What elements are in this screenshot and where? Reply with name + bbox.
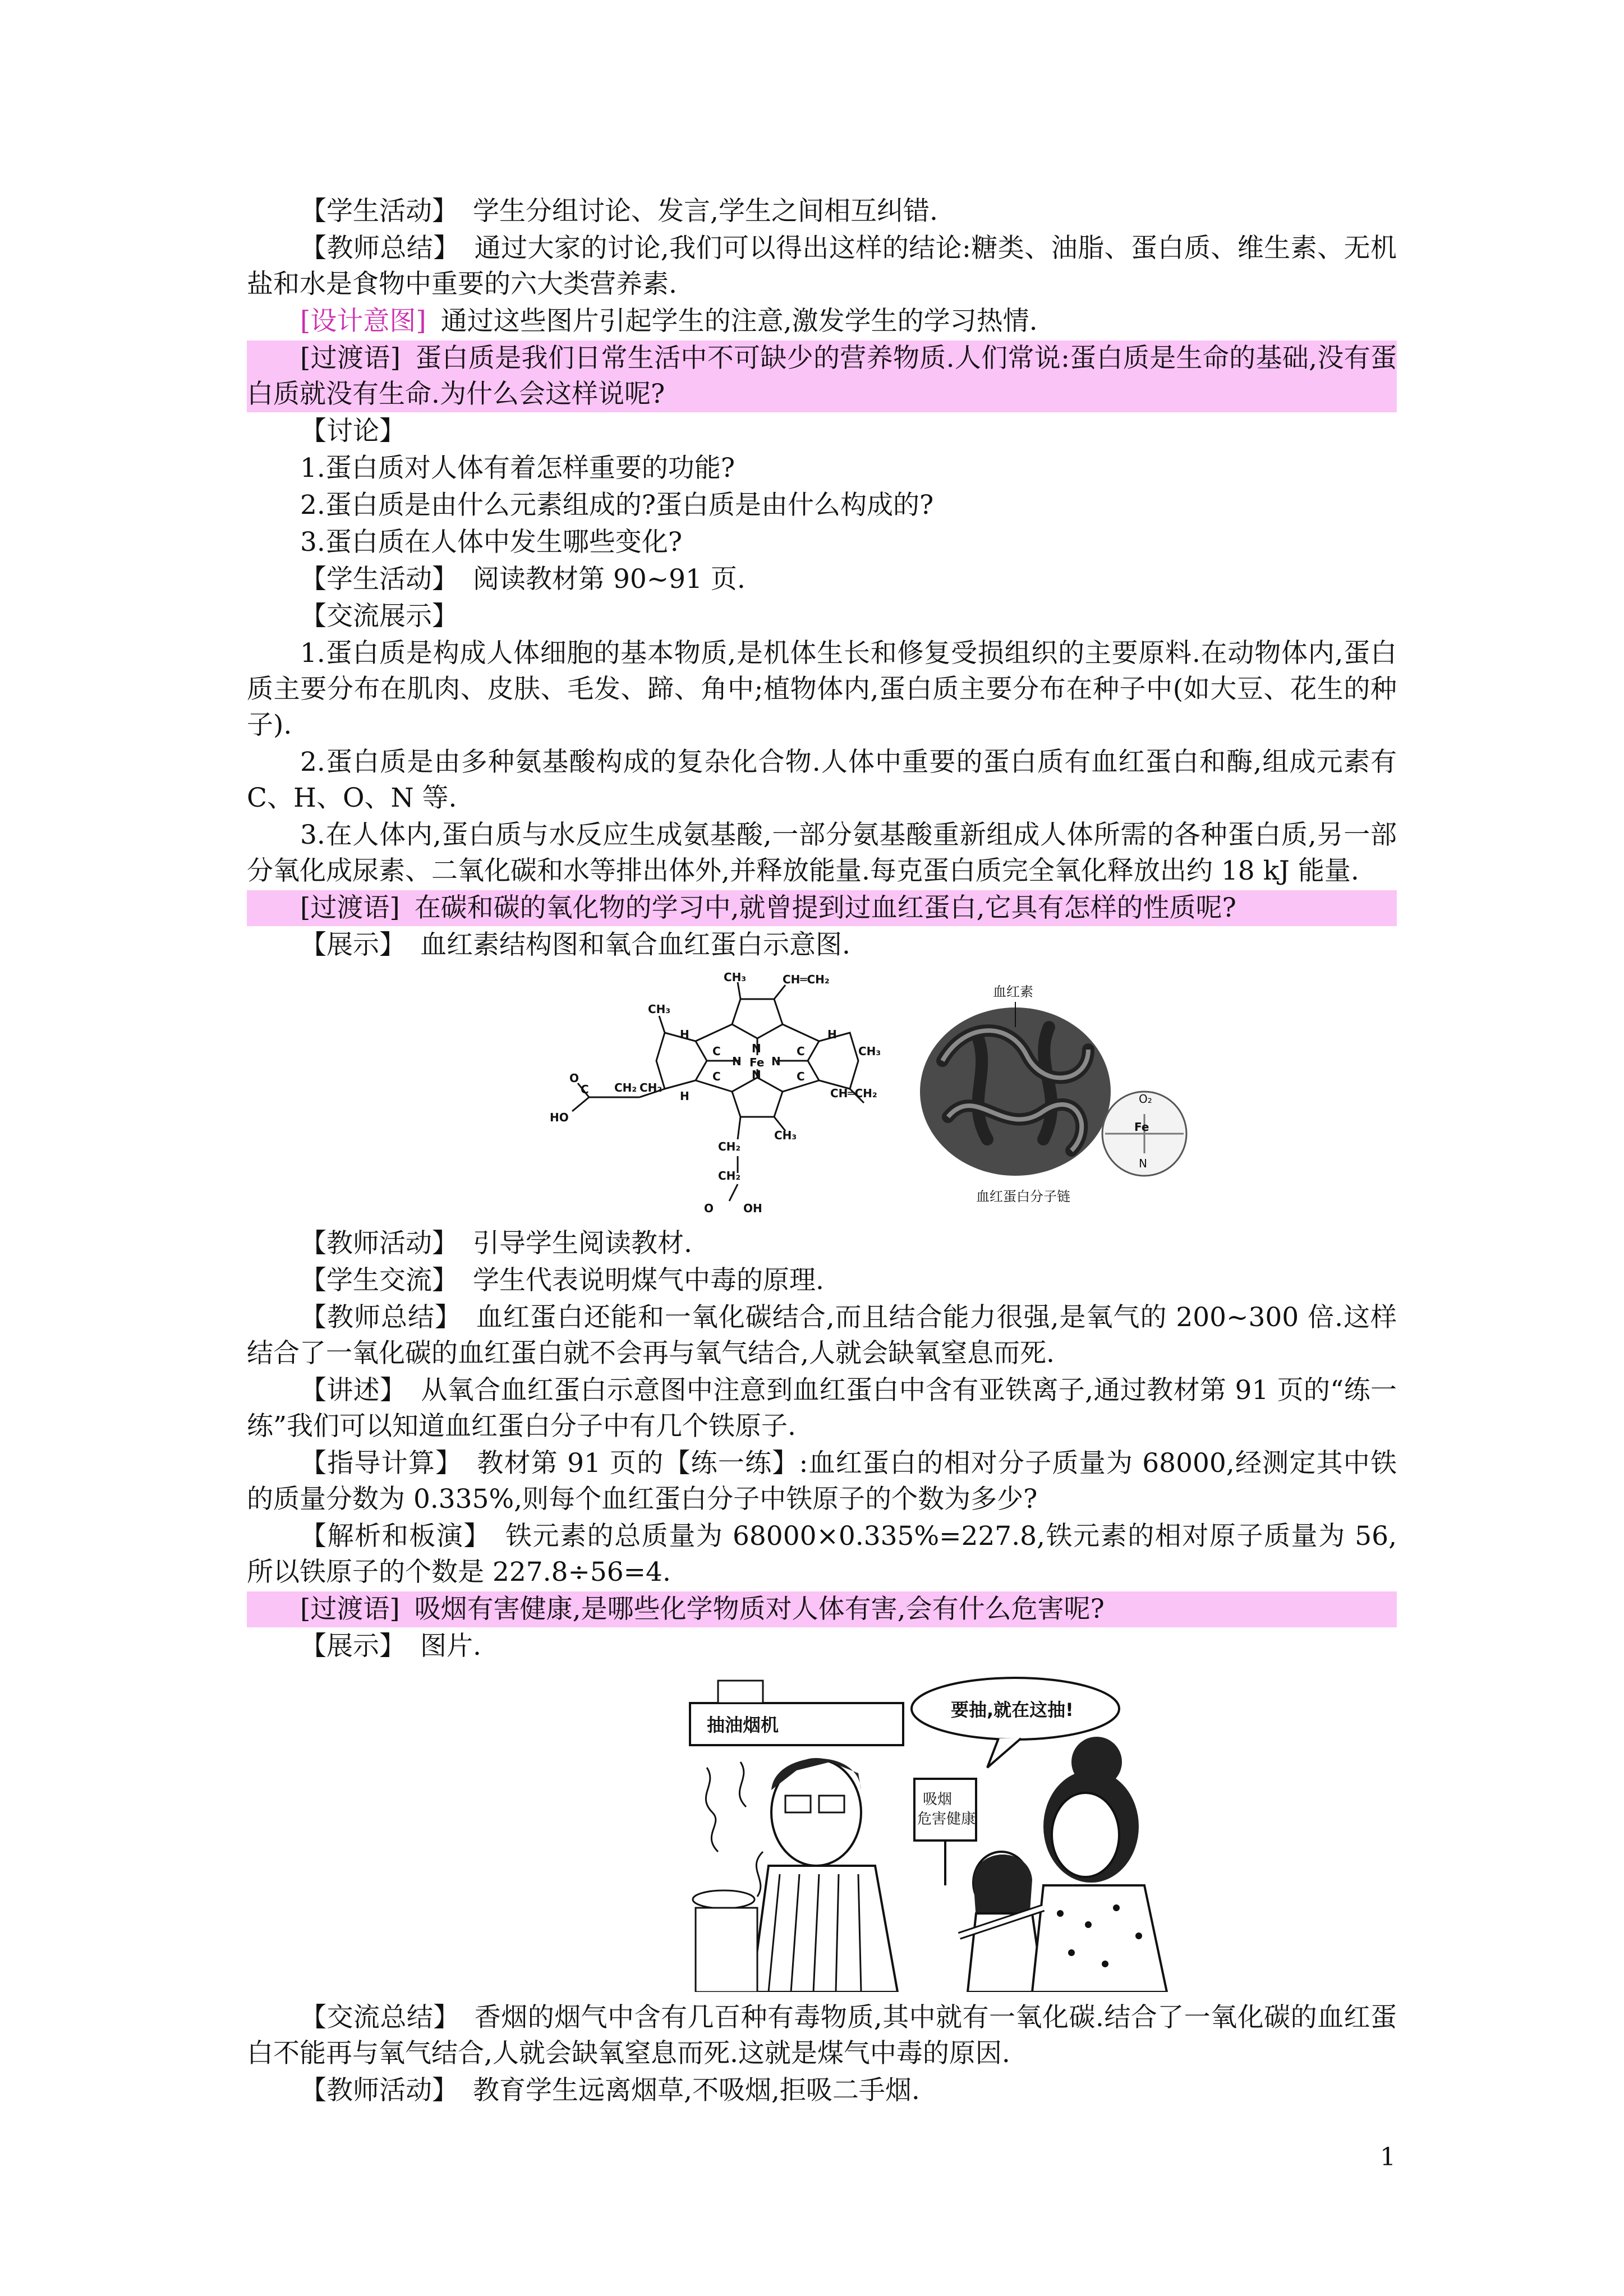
section-hemoglobin <box>247 1226 1397 1664</box>
atom-label: C <box>712 1045 721 1058</box>
atom-label: H <box>680 1089 689 1103</box>
paragraph-label: 【讨论】 <box>300 416 406 447</box>
paragraph-text: 铁元素的总质量为 68000×0.335%=227.8,铁元素的相对原子质量为 56,所以铁原子的个数是 227.8÷56=4. <box>247 1521 1397 1588</box>
paragraph <box>247 1591 1397 1627</box>
atom-label: C <box>797 1070 805 1083</box>
atom-label: CH₃ <box>774 1129 797 1142</box>
paragraph-text: 教材第 91 页的【练一练】:血红蛋白的相对分子质量为 68000,经测定其中铁的质量分数为 0.335%,则每个血红蛋白分子中铁原子的个数为多少? <box>247 1448 1397 1515</box>
paragraph-text: 通过大家的讨论,我们可以得出这样的结论:糖类、油脂、蛋白质、维生素、无机盐和水是食物中重要的六大类营养素. <box>247 233 1397 300</box>
paragraph-text: 引导学生阅读教材. <box>473 1228 692 1259</box>
paragraph-label: 【展示】 <box>300 1631 406 1662</box>
atom-label: N <box>732 1055 742 1068</box>
atom-label: N <box>771 1055 781 1068</box>
paragraph <box>247 524 1397 560</box>
placard-line1: 吸烟 <box>923 1791 953 1808</box>
paragraph-label: 【学生交流】 <box>300 1265 458 1296</box>
paragraph-text: 在碳和碳的氧化物的学习中,就曾提到过血红蛋白,它具有怎样的性质呢? <box>414 892 1236 923</box>
paragraph-text: 血红蛋白还能和一氧化碳结合,而且结合能力很强,是氧气的 200~300 倍.这样结合了一氧化碳的血红蛋白就不会再与氧气结合,人就会缺氧窒息而死. <box>247 1302 1397 1369</box>
paragraph-text: 3.蛋白质在人体中发生哪些变化? <box>300 527 683 558</box>
atom-label: O <box>569 1071 579 1085</box>
fe-label: Fe <box>1134 1120 1149 1134</box>
atom-label: CH═CH₂ <box>783 973 830 986</box>
atom-label: C <box>581 1083 589 1096</box>
paragraph-label: 【学生活动】 <box>300 564 458 595</box>
paragraph-label: [过渡语] <box>300 1594 400 1625</box>
paragraph-text: 香烟的烟气中含有几百种有毒物质,其中就有一氧化碳.结合了一氧化碳的血红蛋白不能再与氧气结合,人就会缺氧窒息而死.这就是煤气中毒的原因. <box>247 2002 1397 2069</box>
paragraph <box>247 303 1397 339</box>
paragraph-label: [过渡语] <box>300 892 400 923</box>
section-nutrition-protein <box>247 194 1397 963</box>
paragraph-text: 学生分组讨论、发言,学生之间相互纠错. <box>473 196 938 227</box>
paragraph-text: 学生代表说明煤气中毒的原理. <box>473 1265 824 1296</box>
paragraph-label: 【展示】 <box>300 930 406 960</box>
paragraph-text: 2.蛋白质是由多种氨基酸构成的复杂化合物.人体中重要的蛋白质有血红蛋白和酶,组成元素有 C、H、O、N 等. <box>247 747 1397 813</box>
placard-line2: 危害健康 <box>917 1811 976 1828</box>
ashtray <box>693 1890 755 1908</box>
paragraph <box>247 1263 1397 1299</box>
paragraph <box>247 599 1397 634</box>
atom-label: HO <box>550 1111 569 1124</box>
placard <box>914 1779 976 1841</box>
atom-label: Fe <box>749 1056 765 1069</box>
paragraph <box>247 487 1397 523</box>
paragraph <box>247 413 1397 449</box>
paragraph <box>247 194 1397 229</box>
atom-label: CH₂ <box>718 1140 741 1153</box>
atom-label: C <box>797 1045 805 1058</box>
paragraph <box>247 2000 1397 2072</box>
atom-label: CH₂ <box>640 1081 663 1094</box>
paragraph-label: [设计意图] <box>300 306 426 337</box>
heme-structure-diagram <box>247 971 1397 1218</box>
paragraph-text: 1.蛋白质对人体有着怎样重要的功能? <box>300 453 735 484</box>
paragraph-label: [过渡语] <box>300 343 401 374</box>
paragraph <box>247 1519 1397 1590</box>
hemoglobin-chain-illustration <box>920 984 1186 1204</box>
atom-label: CH₃ <box>724 971 747 984</box>
paragraph <box>247 1300 1397 1372</box>
range-hood-sign-text: 抽油烟机 <box>707 1714 779 1736</box>
paragraph-label: 【交流展示】 <box>300 601 458 632</box>
chain-label: 血红蛋白分子链 <box>976 1189 1070 1204</box>
paragraph <box>247 1446 1397 1517</box>
atom-label: CH₃ <box>648 1002 671 1016</box>
smoking-cartoon <box>247 1672 1397 1992</box>
paragraph-label: 【讲述】 <box>300 1375 407 1406</box>
page-number: 1 <box>1380 2143 1396 2171</box>
paragraph-label: 【学生活动】 <box>300 196 458 227</box>
paragraph-label: 【教师总结】 <box>300 233 460 264</box>
paragraph <box>247 1373 1397 1444</box>
paragraph <box>247 341 1397 412</box>
paragraph <box>247 2073 1397 2109</box>
heme-label: 血红素 <box>993 984 1033 1000</box>
speech-bubble-text: 要抽,就在这抽! <box>951 1699 1074 1720</box>
paragraph-text: 1.蛋白质是构成人体细胞的基本物质,是机体生长和修复受损组织的主要原料.在动物体内,蛋白质主要分布在肌肉、皮肤、毛发、蹄、角中;植物体内,蛋白质主要分布在种子中(如大豆、花生的种子). <box>247 638 1397 740</box>
paragraph <box>247 744 1397 816</box>
paragraph-text: 从氧合血红蛋白示意图中注意到血红蛋白中含有亚铁离子,通过教材第 91 页的“练一练”我们可以知道血红蛋白分子中有几个铁原子. <box>247 1375 1397 1442</box>
page-content <box>247 194 1397 2110</box>
paragraph <box>247 927 1397 963</box>
paragraph-label: 【解析和板演】 <box>300 1521 491 1552</box>
n-label: N <box>1139 1157 1147 1170</box>
atom-label: O <box>704 1202 714 1215</box>
paragraph-text: 蛋白质是我们日常生活中不可缺少的营养物质.人们常说:蛋白质是生命的基础,没有蛋白质就没有生命.为什么会这样说呢? <box>247 343 1397 409</box>
heme-figure <box>247 971 1397 1218</box>
paragraph-text: 阅读教材第 90~91 页. <box>473 564 746 595</box>
paragraph <box>247 231 1397 302</box>
smoking-cartoon-figure <box>247 1672 1397 1992</box>
paragraph <box>247 817 1397 889</box>
paragraph-text: 2.蛋白质是由什么元素组成的?蛋白质是由什么构成的? <box>300 490 934 521</box>
paragraph-text: 通过这些图片引起学生的注意,激发学生的学习热情. <box>440 306 1038 337</box>
paragraph-text: 图片. <box>420 1631 481 1662</box>
paragraph-text: 教育学生远离烟草,不吸烟,拒吸二手烟. <box>473 2075 920 2106</box>
atom-label: CH₃ <box>858 1045 881 1058</box>
paragraph-label: 【交流总结】 <box>300 2002 460 2033</box>
paragraph <box>247 562 1397 597</box>
atom-label: CH₂ <box>718 1169 741 1182</box>
paragraph-label: 【教师活动】 <box>300 2075 458 2106</box>
paragraph-text: 血红素结构图和氧合血红蛋白示意图. <box>420 930 850 960</box>
paragraph-label: 【教师总结】 <box>300 1302 462 1333</box>
paragraph-label: 【教师活动】 <box>300 1228 458 1259</box>
o2-label: O₂ <box>1139 1092 1152 1106</box>
paragraph <box>247 1628 1397 1664</box>
atom-label: C <box>712 1070 721 1083</box>
atom-label: N <box>752 1068 761 1082</box>
atom-label: CH₂ <box>614 1081 637 1094</box>
paragraph-text: 3.在人体内,蛋白质与水反应生成氨基酸,一部分氨基酸重新组成人体所需的各种蛋白质,另一部分氧化成尿素、二氧化碳和水等排出体外,并释放能量.每克蛋白质完全氧化释放出约 18 kJ 能量. <box>247 820 1397 886</box>
paragraph <box>247 890 1397 926</box>
atom-label: N <box>752 1042 761 1055</box>
smoking-man <box>693 1759 898 1992</box>
child-with-placard <box>914 1779 1043 1992</box>
atom-label: H <box>827 1028 837 1041</box>
atom-label: H <box>680 1028 689 1041</box>
atom-label: CH═CH₂ <box>830 1087 877 1100</box>
section-smoking <box>247 2000 1397 2109</box>
paragraph <box>247 636 1397 743</box>
paragraph <box>247 450 1397 486</box>
paragraph <box>247 1226 1397 1262</box>
paragraph-label: 【指导计算】 <box>300 1448 463 1479</box>
atom-label: OH <box>743 1202 762 1215</box>
paragraph-text: 吸烟有害健康,是哪些化学物质对人体有害,会有什么危害呢? <box>414 1594 1105 1625</box>
